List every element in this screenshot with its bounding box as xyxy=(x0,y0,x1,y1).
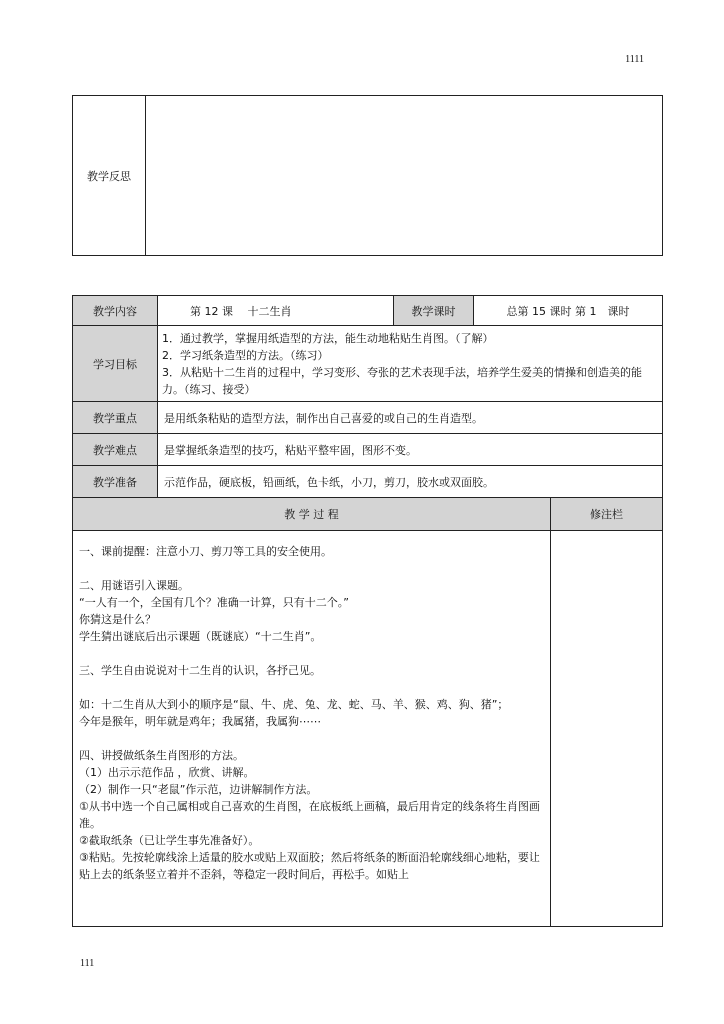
notes-header: 修注栏 xyxy=(551,498,663,531)
process-s4-sub3: ③粘贴。先按轮廓线涂上适量的胶水或贴上双面胶；然后将纸条的断面沿轮廓线细心地粘，要让贴上去的纸条竖立着并不歪斜，等稳定一段时间后，再松手。如贴上 xyxy=(79,851,540,881)
objectives-list xyxy=(158,326,663,402)
process-s1: 一、课前提醒：注意小刀、剪刀等工具的安全使用。 xyxy=(79,545,332,558)
reflection-content xyxy=(146,96,663,256)
notes-column xyxy=(551,531,663,927)
hours-value: 总第 15 课时 第 1 课时 xyxy=(474,296,663,326)
process-s2-answer: 学生猜出谜底后出示课题（既谜底）“十二生肖”。 xyxy=(79,630,322,643)
process-s4-sub2: ②截取纸条（已让学生事先准备好）。 xyxy=(79,834,260,847)
process-s2-riddle: “一人有一个，全国有几个？准确一计算，只有十二个。” xyxy=(79,596,349,609)
process-s4-sub1: ①从书中选一个自己属相或自己喜欢的生肖图，在底板纸上画稿，最后用肯定的线条将生肖图画准。 xyxy=(79,800,540,830)
reflection-label: 教学反思 xyxy=(73,96,146,256)
key-value: 是用纸条粘贴的造型方法，制作出自己喜爱的或自己的生肖造型。 xyxy=(158,402,663,434)
hours-label: 教学课时 xyxy=(394,296,474,326)
process-s3: 三、学生自由说说对十二生肖的认识，各抒己见。 xyxy=(79,664,321,677)
objective-2: 2．学习纸条造型的方法。（练习） xyxy=(162,348,329,362)
process-s4-title: 四、讲授做纸条生肖图形的方法。 xyxy=(79,749,244,762)
page-header-number: 1111 xyxy=(625,54,644,65)
difficulty-label: 教学难点 xyxy=(73,434,158,466)
lesson-plan-table xyxy=(72,295,663,927)
prep-value: 示范作品，硬底板，铅画纸，色卡纸，小刀，剪刀，胶水或双面胶。 xyxy=(158,466,663,498)
page-footer-number: 111 xyxy=(80,958,95,969)
process-s3-example1: 如：十二生肖从大到小的顺序是“鼠、牛、虎、兔、龙、蛇、马、羊、猴、鸡、狗、猪”； xyxy=(79,698,509,711)
process-s2-title: 二、用谜语引入课题。 xyxy=(79,579,189,592)
difficulty-value: 是掌握纸条造型的技巧，粘贴平整牢固，图形不变。 xyxy=(158,434,663,466)
content-label: 教学内容 xyxy=(73,296,158,326)
objective-1: 1．通过教学，掌握用纸造型的方法，能生动地粘贴生肖图。（了解） xyxy=(162,331,494,345)
key-label: 教学重点 xyxy=(73,402,158,434)
process-body xyxy=(73,531,551,927)
process-s4-step2: （2）制作一只“老鼠”作示范，边讲解制作方法。 xyxy=(79,783,318,796)
process-s2-question: 你猜这是什么？ xyxy=(79,613,156,626)
content-value: 第 12 课 十二生肖 xyxy=(158,296,394,326)
objective-3: 3．从粘贴十二生肖的过程中，学习变形、夸张的艺术表现手法，培养学生爱美的情操和创造美的能力。（练习、接受） xyxy=(162,365,642,396)
process-header: 教 学 过 程 xyxy=(73,498,551,531)
process-s3-example2: 今年是猴年，明年就是鸡年；我属猪，我属狗⋯⋯ xyxy=(79,715,321,728)
reflection-table xyxy=(72,95,663,256)
process-s4-step1: （1）出示示范作品 ，欣赏、讲解。 xyxy=(79,766,255,779)
prep-label: 教学准备 xyxy=(73,466,158,498)
objectives-label: 学习目标 xyxy=(73,326,158,402)
